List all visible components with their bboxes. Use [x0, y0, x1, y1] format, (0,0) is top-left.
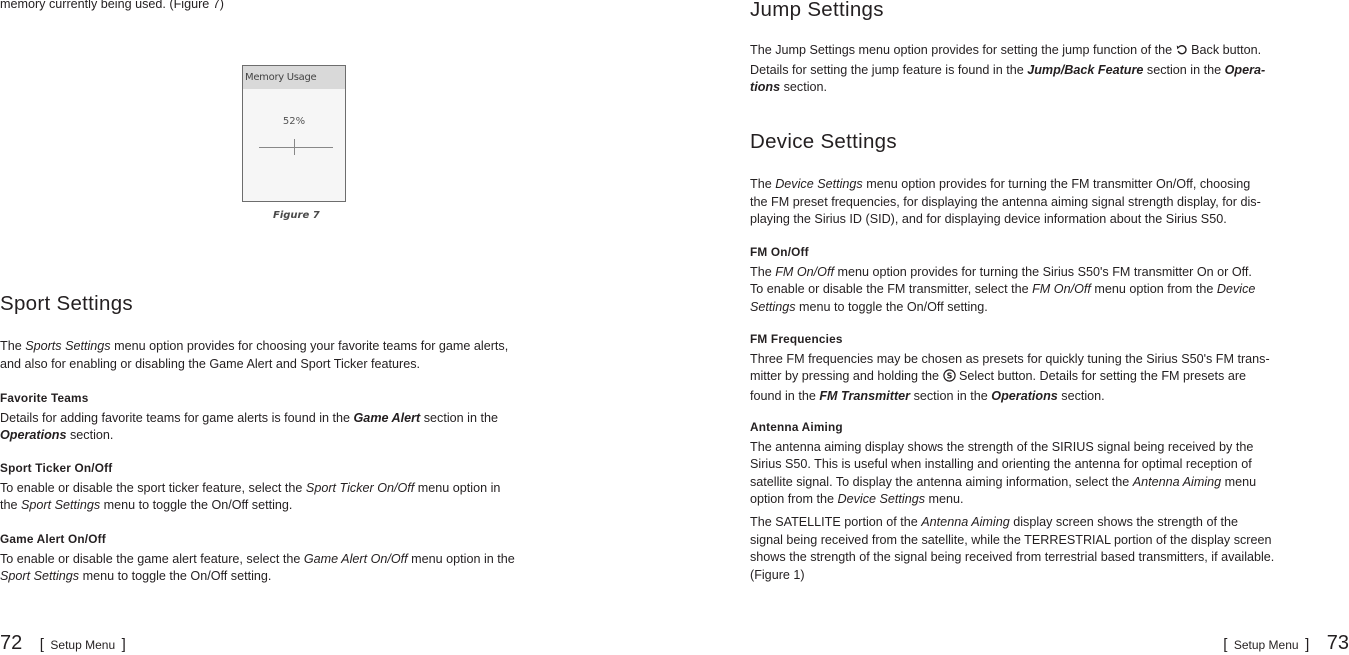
select-button-icon — [943, 369, 956, 388]
continued-text: memory currently being used. (Figure 7) — [0, 0, 224, 11]
section-title-device-settings: Device Settings — [750, 130, 897, 153]
usage-bar-track — [259, 147, 333, 148]
jump-settings-text: The Jump Settings menu option provides for setting the jump function of the Back button. Details for setting the jump feature is found in the Jump/Back Feature section in the Opera- tions section. — [750, 43, 1266, 95]
favorite-teams-block: Favorite Teams Details for adding favorite teams for game alerts is found in the Game Alert section in the Operations section. — [0, 390, 600, 445]
figure-caption: Figure 7 — [273, 210, 320, 221]
memory-usage-figure — [242, 65, 346, 202]
footer-label-right: Setup Menu — [1233, 638, 1299, 652]
svg-text:S: S — [946, 371, 952, 381]
fm-onoff-block: FM On/Off The FM On/Off menu option provides for turning the Sirius S50's FM transmitter On or Off. To enable or disable the FM transmitter, select the FM On/Off menu option from the Device Settings menu to toggle the On/Off setting. — [750, 244, 1349, 316]
fm-onoff-heading: FM On/Off — [750, 245, 809, 259]
figure-header: Memory Usage — [243, 66, 345, 89]
usage-marker — [294, 139, 295, 155]
sport-settings-intro: The Sports Settings menu option provides for choosing your favorite teams for game alerts, and also for enabling or disabling the Game Alert and Sport Ticker features. — [0, 339, 509, 371]
game-alert-heading: Game Alert On/Off — [0, 532, 106, 546]
antenna-aiming-block: Antenna Aiming The antenna aiming display shows the strength of the SIRIUS signal being received by the Sirius S50. This is useful when installing and orienting the antenna for optimal reception of satellite signal. To display the antenna aiming information, select the Antenna Aiming menu option from the Device Settings menu. The SATELLITE portion of the Antenna Aiming display screen shows the strength of the signal being received from the satellite, while the TERRESTRIAL portion of the display screen shows the strength of the signal being received from terrestrial based transmitters, if available. (Figure 1) — [750, 419, 1349, 584]
back-arrow-icon — [1176, 44, 1188, 62]
antenna-aiming-heading: Antenna Aiming — [750, 420, 843, 434]
page-number-left: 72 — [0, 632, 23, 654]
left-footer: 72 [ Setup Menu ] — [0, 632, 126, 654]
sport-ticker-block: Sport Ticker On/Off To enable or disable the sport ticker feature, select the Sport Ticker On/Off menu option in the Sport Settings menu to toggle the On/Off setting. — [0, 460, 600, 515]
section-title-jump-settings: Jump Settings — [750, 0, 884, 21]
sport-ticker-heading: Sport Ticker On/Off — [0, 461, 113, 475]
device-settings-intro: The Device Settings menu option provides for turning the FM transmitter On/Off, choosing the FM preset frequencies, for displaying the antenna aiming signal strength display, for dis- playing the Sirius ID (SID), and for displaying device information about the Sirius S50. — [750, 177, 1261, 227]
right-footer: [ Setup Menu ] 73 — [1223, 632, 1349, 654]
game-alert-block: Game Alert On/Off To enable or disable the game alert feature, select the Game Alert On/Off menu option in the Sport Settings menu to toggle the On/Off setting. — [0, 531, 600, 586]
memory-percent: 52% — [282, 116, 306, 127]
section-title-sport-settings: Sport Settings — [0, 292, 133, 315]
footer-label-left: Setup Menu — [50, 638, 116, 652]
favorite-teams-heading: Favorite Teams — [0, 391, 89, 405]
page-number-right: 73 — [1326, 632, 1349, 654]
fm-frequencies-heading: FM Frequencies — [750, 332, 843, 346]
fm-frequencies-block: FM Frequencies Three FM frequencies may be chosen as presets for quickly tuning the Sirius S50's FM trans- mitter by pressing and holding the S Select button. Details for setting the FM presets are found in the FM Transmitter section in the Operations section. — [750, 331, 1349, 405]
